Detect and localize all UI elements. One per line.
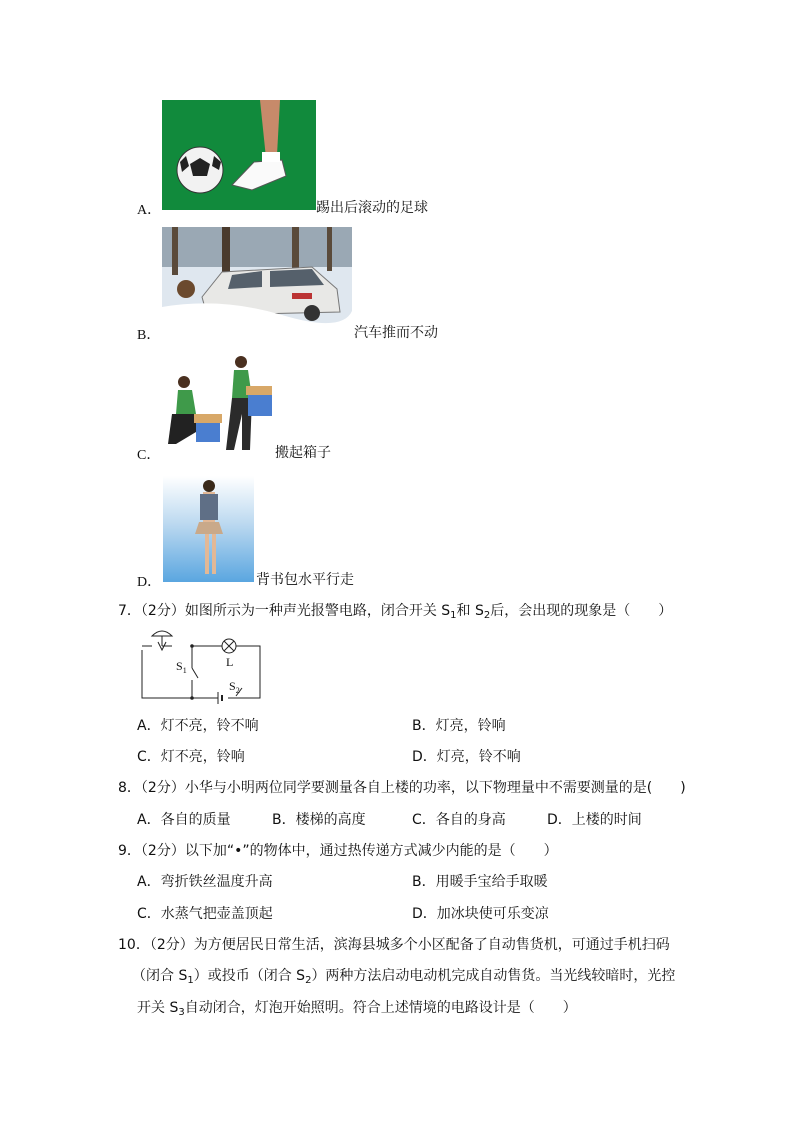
question-8-stem: 8．（2分）小华与小明两位同学要测量各自上楼的功率，以下物理量中不需要测量的是( ) (118, 780, 686, 796)
option-b-letter: B． (137, 328, 161, 343)
question-7-stem: 7．（2分）如图所示为一种声光报警电路，闭合开关 $S_1$和 $S_2$后，会出现的现象是（ ） (118, 603, 673, 621)
q8-option-b: B．楼梯的高度 (272, 812, 366, 828)
q7-option-d: D．灯亮，铃不响 (412, 749, 521, 765)
q9-option-b: B．用暖手宝给手取暖 (412, 874, 548, 890)
question-10-line-2: （闭合 $S_1$）或投币（闭合 $S_2$）两种方法启动电动机完成自动售货。当光线较暗时，光控 (132, 968, 676, 986)
walking-with-backpack-photo (163, 476, 254, 582)
q7-option-c: C．灯不亮，铃响 (137, 749, 245, 765)
q9-option-d: D．加冰块使可乐变凉 (412, 906, 549, 922)
question-10-line-1: 10．（2分）为方便居民日常生活，滨海县城多个小区配备了自动售货机，可通过手机扫码 (118, 937, 670, 953)
switch-s1-label: $S_1$ (176, 659, 187, 675)
q8-option-a: A．各自的质量 (137, 812, 231, 828)
option-a-text: 踢出后滚动的足球 (316, 200, 428, 216)
option-c-letter: C． (137, 448, 161, 463)
q9-option-c: C．水蒸气把壶盖顶起 (137, 906, 273, 922)
q9-option-a: A．弯折铁丝温度升高 (137, 874, 273, 890)
option-d-letter: D． (137, 575, 162, 590)
question-9-stem: 9．（2分）以下加“•”的物体中，通过热传递方式减少内能的是（ ） (118, 843, 558, 859)
question-10-line-3: 开关 $S_3$自动闭合，灯泡开始照明。符合上述情境的电路设计是（ ） (137, 1000, 577, 1018)
option-b-text: 汽车推而不动 (354, 325, 438, 341)
q7-option-a: A．灯不亮，铃不响 (137, 718, 259, 734)
q7-option-b: B．灯亮，铃响 (412, 718, 506, 734)
option-d-text: 背书包水平行走 (256, 572, 354, 588)
car-in-snow-photo (162, 227, 352, 333)
option-c-text: 搬起箱子 (275, 445, 331, 461)
option-a-letter: A． (137, 203, 162, 218)
alarm-circuit-diagram (136, 628, 270, 704)
soccer-ball-photo (162, 100, 316, 210)
lifting-box-photo (162, 352, 272, 454)
lamp-label: L (226, 655, 234, 669)
q8-option-c: C．各自的身高 (412, 812, 506, 828)
switch-s2-label: $S_2$ (229, 679, 240, 695)
q8-option-d: D．上楼的时间 (547, 812, 642, 828)
